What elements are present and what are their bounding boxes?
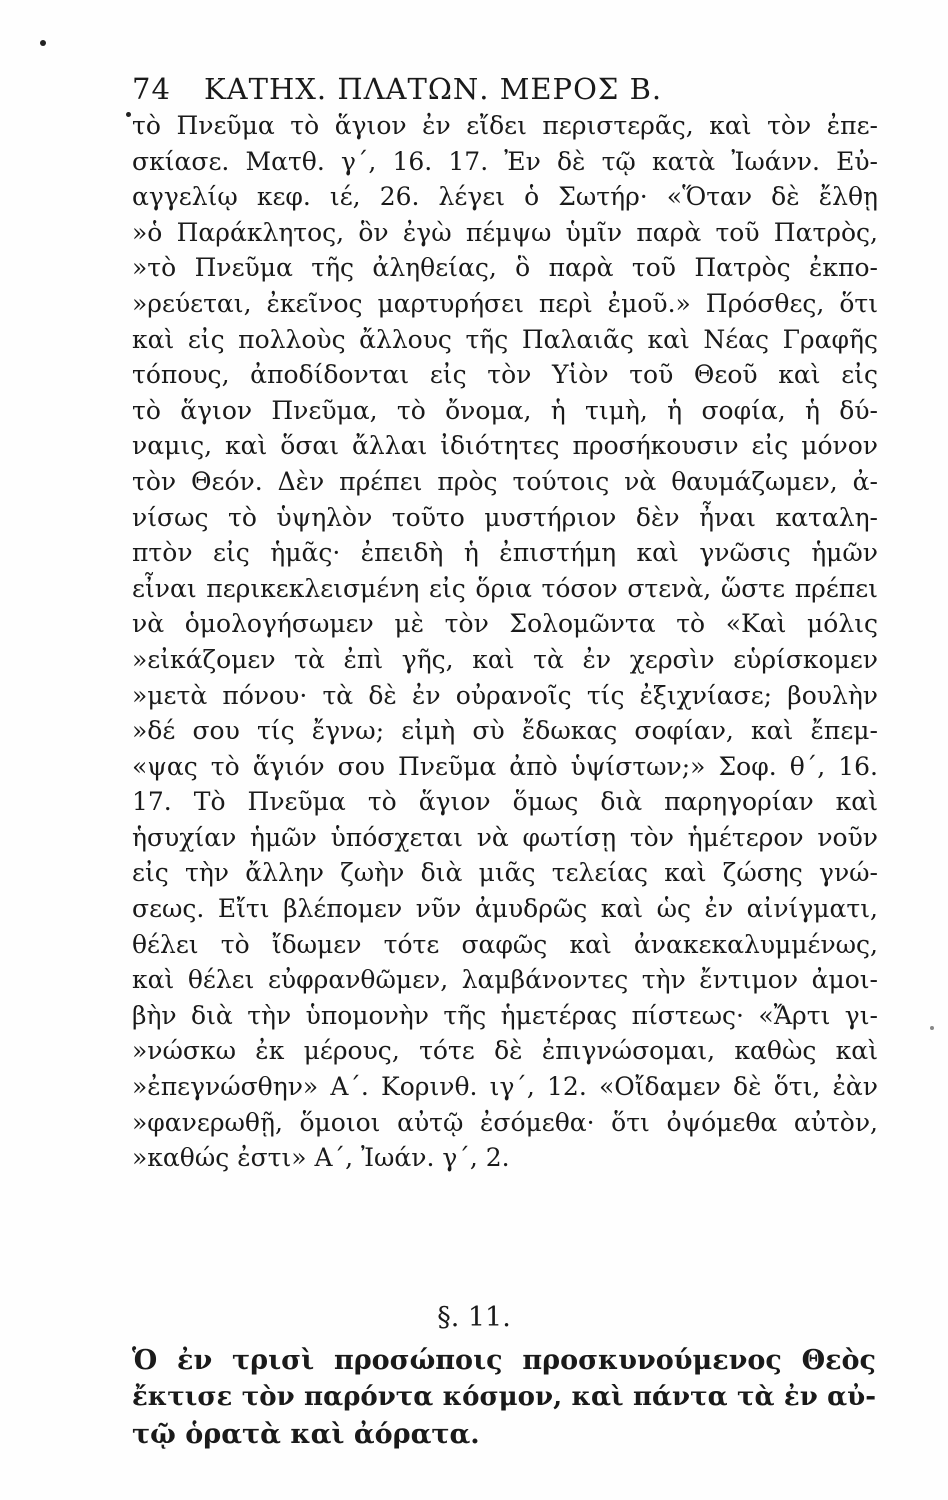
ink-speck — [126, 112, 131, 117]
section-number: §. 11. — [437, 1302, 511, 1333]
text-line: σκίασε. Ματθ. γ΄, 16. 17. Ἐν δὲ τῷ κατὰ Ἰωάνν. Εὐ- — [132, 146, 878, 176]
text-line: τὸ Πνεῦμα τὸ ἅγιον ἐν εἴδει περιστερᾶς, καὶ τὸν ἐπε- — [132, 111, 878, 140]
section-heading — [132, 1342, 876, 1453]
text-line: καὶ θέλει εὐφρανθῶμεν, λαμβάνοντες τὴν ἔντιμον ἀμοι- — [132, 965, 878, 995]
text-line: »ὁ Παράκλητος, ὃν ἐγὼ πέμψω ὑμῖν παρὰ τοῦ Πατρὸς, — [132, 217, 878, 247]
heading-line: ἔκτισε τὸν παρόντα κόσμον, καὶ πάντα τὰ ἐν αὐ- — [132, 1382, 876, 1412]
text-line: πτὸν εἰς ἡμᾶς· ἐπειδὴ ἡ ἐπιστήμη καὶ γνῶσις ἡμῶν — [132, 538, 878, 568]
text-line: τόπους, ἀποδίδονται εἰς τὸν Υἱὸν τοῦ Θεοῦ καὶ εἰς — [132, 360, 878, 390]
text-line: θέλει τὸ ἴδωμεν τότε σαφῶς καὶ ἀνακεκαλυμμένως, — [132, 929, 878, 959]
heading-line: Ὁ ἐν τρισὶ προσώποις προσκυνούμενος Θεὸς — [132, 1345, 876, 1376]
text-line: εἰς τὴν ἄλλην ζωὴν διὰ μιᾶς τελείας καὶ ζώσης γνώ- — [132, 858, 878, 888]
page-number: 74 — [132, 72, 171, 106]
text-line: καὶ εἰς πολλοὺς ἄλλους τῆς Παλαιᾶς καὶ Νέας Γραφῆς — [132, 324, 878, 354]
text-line: αγγελίῳ κεφ. ιέ, 26. λέγει ὁ Σωτήρ· «Ὅταν δὲ ἔλθῃ — [132, 182, 878, 212]
text-line: »ρεύεται, ἐκεῖνος μαρτυρήσει περὶ ἐμοῦ.» Πρόσθες, ὅτι — [132, 288, 878, 318]
text-line: »ἐπεγνώσθην» Α΄. Κορινθ. ιγ΄, 12. «Οἴδαμεν δὲ ὅτι, ἐὰν — [132, 1072, 878, 1102]
ink-speck — [40, 40, 46, 46]
text-line: νὰ ὁμολογήσωμεν μὲ τὸν Σολομῶντα τὸ «Καὶ μόλις — [132, 609, 878, 639]
text-line: »φανερωθῇ, ὅμοιοι αὐτῷ ἐσόμεθα· ὅτι ὀψόμεθα αὐτὸν, — [132, 1107, 878, 1137]
text-line: «ψας τὸ ἅγιόν σου Πνεῦμα ἀπὸ ὑψίστων;» Σοφ. θ΄, 16. — [132, 751, 878, 781]
text-line: νίσως τὸ ὑψηλὸν τοῦτο μυστήριον δὲν ἦναι καταλη- — [132, 502, 878, 532]
ink-speck — [930, 1026, 934, 1030]
text-line: σεως. Εἴτι βλέπομεν νῦν ἀμυδρῶς καὶ ὡς ἐν αἰνίγματι, — [132, 894, 878, 924]
text-line: βὴν διὰ τὴν ὑπομονὴν τῆς ἡμετέρας πίστεως· «Ἄρτι γι- — [132, 1000, 878, 1030]
text-line: »μετὰ πόνου· τὰ δὲ ἐν οὐρανοῖς τίς ἐξιχνίασε; βουλὴν — [132, 680, 878, 710]
text-line: ναμις, καὶ ὅσαι ἄλλαι ἰδιότητες προσήκουσιν εἰς μόνον — [132, 431, 878, 461]
text-line: »εἰκάζομεν τὰ ἐπὶ γῆς, καὶ τὰ ἐν χερσὶν εὑρίσκομεν — [132, 644, 878, 674]
heading-line: τῷ ὁρατὰ καὶ ἀόρατα. — [132, 1419, 480, 1450]
text-line: εἶναι περικεκλεισμένη εἰς ὅρια τόσον στενὰ, ὥστε πρέπει — [132, 573, 878, 603]
text-line: »νώσκω ἐκ μέρους, τότε δὲ ἐπιγνώσομαι, καθὼς καὶ — [132, 1036, 878, 1066]
text-line: »δέ σου τίς ἔγνω; εἰμὴ σὺ ἔδωκας σοφίαν, καὶ ἔπεμ- — [132, 716, 878, 746]
running-head: ΚΑΤΗΧ. ΠΛΑΤΩΝ. ΜΕΡΟΣ Β. — [204, 72, 663, 106]
body-text — [132, 108, 878, 1176]
text-line: »τὸ Πνεῦμα τῆς ἀληθείας, ὃ παρὰ τοῦ Πατρὸς ἐκπο- — [132, 253, 878, 283]
text-line: 17. Τὸ Πνεῦμα τὸ ἅγιον ὅμως διὰ παρηγορίαν καὶ — [132, 787, 878, 817]
text-line: »καθώς ἐστι» Α΄, Ἰωάν. γ΄, 2. — [132, 1143, 510, 1173]
text-line: τὸν Θεόν. Δὲν πρέπει πρὸς τούτοις νὰ θαυμάζωμεν, ἀ- — [132, 466, 878, 496]
text-line: ἡσυχίαν ἡμῶν ὑπόσχεται νὰ φωτίσῃ τὸν ἡμέτερον νοῦν — [132, 822, 878, 852]
text-line: τὸ ἅγιον Πνεῦμα, τὸ ὄνομα, ἡ τιμὴ, ἡ σοφία, ἡ δύ- — [132, 395, 878, 425]
